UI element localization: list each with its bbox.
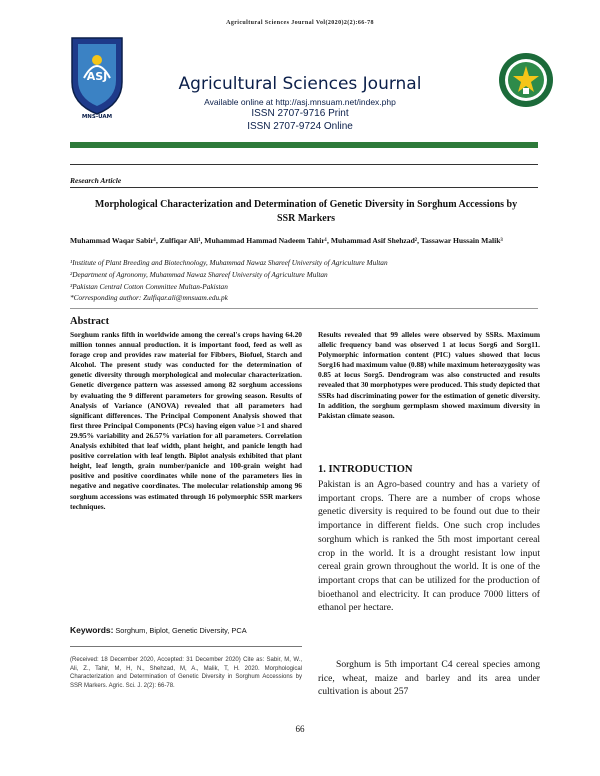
journal-availability: Available online at http://asj.mnsuam.net/index.php xyxy=(204,97,396,107)
page-number: 66 xyxy=(295,724,305,734)
section-heading-introduction: 1. INTRODUCTION xyxy=(318,464,413,475)
keywords xyxy=(70,625,302,636)
issn-online: ISSN 2707-9724 Online xyxy=(247,121,353,132)
introduction-paragraph-1: Pakistan is an Agro-based country and has a variety of important crops. There are a number of crops whose genetic diversity is required to be found out due to their importance in different fields. One such crop includes sorghum which is ranked the 5th most important cereal crop in the world. It is a drought resistant low input cereal grain grown throughout the world. It is one of the important crops that can be utilized for the production of bioethanol and electricity. It can produce 7000 litters of ethanol per hectare. xyxy=(318,479,540,614)
logo-left-caption: MNS-UAM xyxy=(81,114,113,120)
article-type: Research Article xyxy=(70,176,122,185)
keywords-label: Keywords: xyxy=(70,625,114,635)
abstract-heading: Abstract xyxy=(70,316,110,327)
citation-block: (Received: 18 December 2020, Accepted: 31 December 2020) Cite as: Sabir, M, W., Ali, Z., Tahir, M, H, N., Shehzad, M, A., Malik, T, H. 2020. Morphological Characterization and Determination of Genetic Diversity in Sorghum Accessions by SSR Markers. Agric. Sci. J. 2(2): 66-78. xyxy=(70,657,302,689)
affiliation-1: ¹Institute of Plant Breeding and Biotechnology, Muhammad Nawaz Shareef University of Agriculture Multan xyxy=(70,258,388,267)
divider xyxy=(70,646,302,647)
corresponding-author: *Corresponding author: Zulfiqar.ali@mnsuam.edu.pk xyxy=(70,293,228,302)
introduction-paragraph-2: Sorghum is 5th important C4 cereal species among rice, wheat, maize and barley and its area under cultivation is about 257 xyxy=(318,659,540,698)
journal-title: Agricultural Sciences Journal xyxy=(178,74,422,94)
abstract-text-left: Sorghum ranks fifth in worldwide among the cereal's crops having 64.20 million tonnes annual production. it is important food, feed as well as forage crop and provides raw material for Fibbers, Biofuel, Starch and Alcohol. The present study was conducted for the determination of genetic diversity through morphological and molecular characterization. Genetic divergence pattern was assessed among 82 sorghum accessions by evaluating the 9 different parameters for growing season. Results of Analysis of Variance (ANOVA) revealed that all parameters had significant differences. The Principal Component Analysis showed that first three Principal Components (PCs) having eigen value >1 and shared 29.95% variability and 26.57% variation for all parameters. Correlation Analysis exhibited that leaf width, plant height, and panicle length had positive correlation with leaf length. Biplot analysis exhibited that plant height, leaf length, grain number/panicle and 100-grain weight had positive and positive coordinates while none of the parameters lies in negative and negative coordinates. The molecular relationship among 96 sorghum accessions was estimated through 16 polymorphic SSR markers techniques. xyxy=(70,330,302,511)
affiliation-3: ³Pakistan Central Cotton Committee Multan-Pakistan xyxy=(70,282,228,291)
issn-print: ISSN 2707-9716 Print xyxy=(251,108,349,119)
paper-title: Morphological Characterization and Determination of Genetic Diversity in Sorghum Accessions by SSR Markers xyxy=(94,199,518,224)
affiliation-2: ²Department of Agronomy, Muhammad Nawaz Shareef University of Agriculture Multan xyxy=(70,270,328,279)
divider xyxy=(70,164,538,165)
header-rule xyxy=(70,142,538,148)
keywords-text: Sorghum, Biplot, Genetic Diversity, PCA xyxy=(115,626,247,635)
abstract-text-right: Results revealed that 99 alleles were observed by SSRs. Maximum allelic frequency band was observed 1 at locus Sorg6 and Sorg11. Polymorphic information content (PIC) values showed that locus Sorg16 had maximum value (0.88) while maximum heterozygosity was 0.85 at locus Sorg5. Dendrogram was also constructed and results revealed that 30 morphotypes were produced. This study depicted that SSRs had discriminating power for the estimation of genetic diversity. In addition, the sorghum germplasm showed maximum diversity in Pakistan climate season. xyxy=(318,330,540,420)
author-list: Muhammad Waqar Sabir¹, Zulfiqar Ali¹, Muhammad Hammad Nadeem Tahir¹, Muhammad Asif Shehzad², Tassawar Hussain Malik³ xyxy=(70,236,503,245)
university-seal xyxy=(498,52,554,108)
logo-left-text: ASJ xyxy=(86,70,108,83)
running-head: Agricultural Sciences Journal Vol(2020)2(2):66-78 xyxy=(226,20,374,26)
divider xyxy=(70,187,538,188)
divider xyxy=(70,308,538,309)
